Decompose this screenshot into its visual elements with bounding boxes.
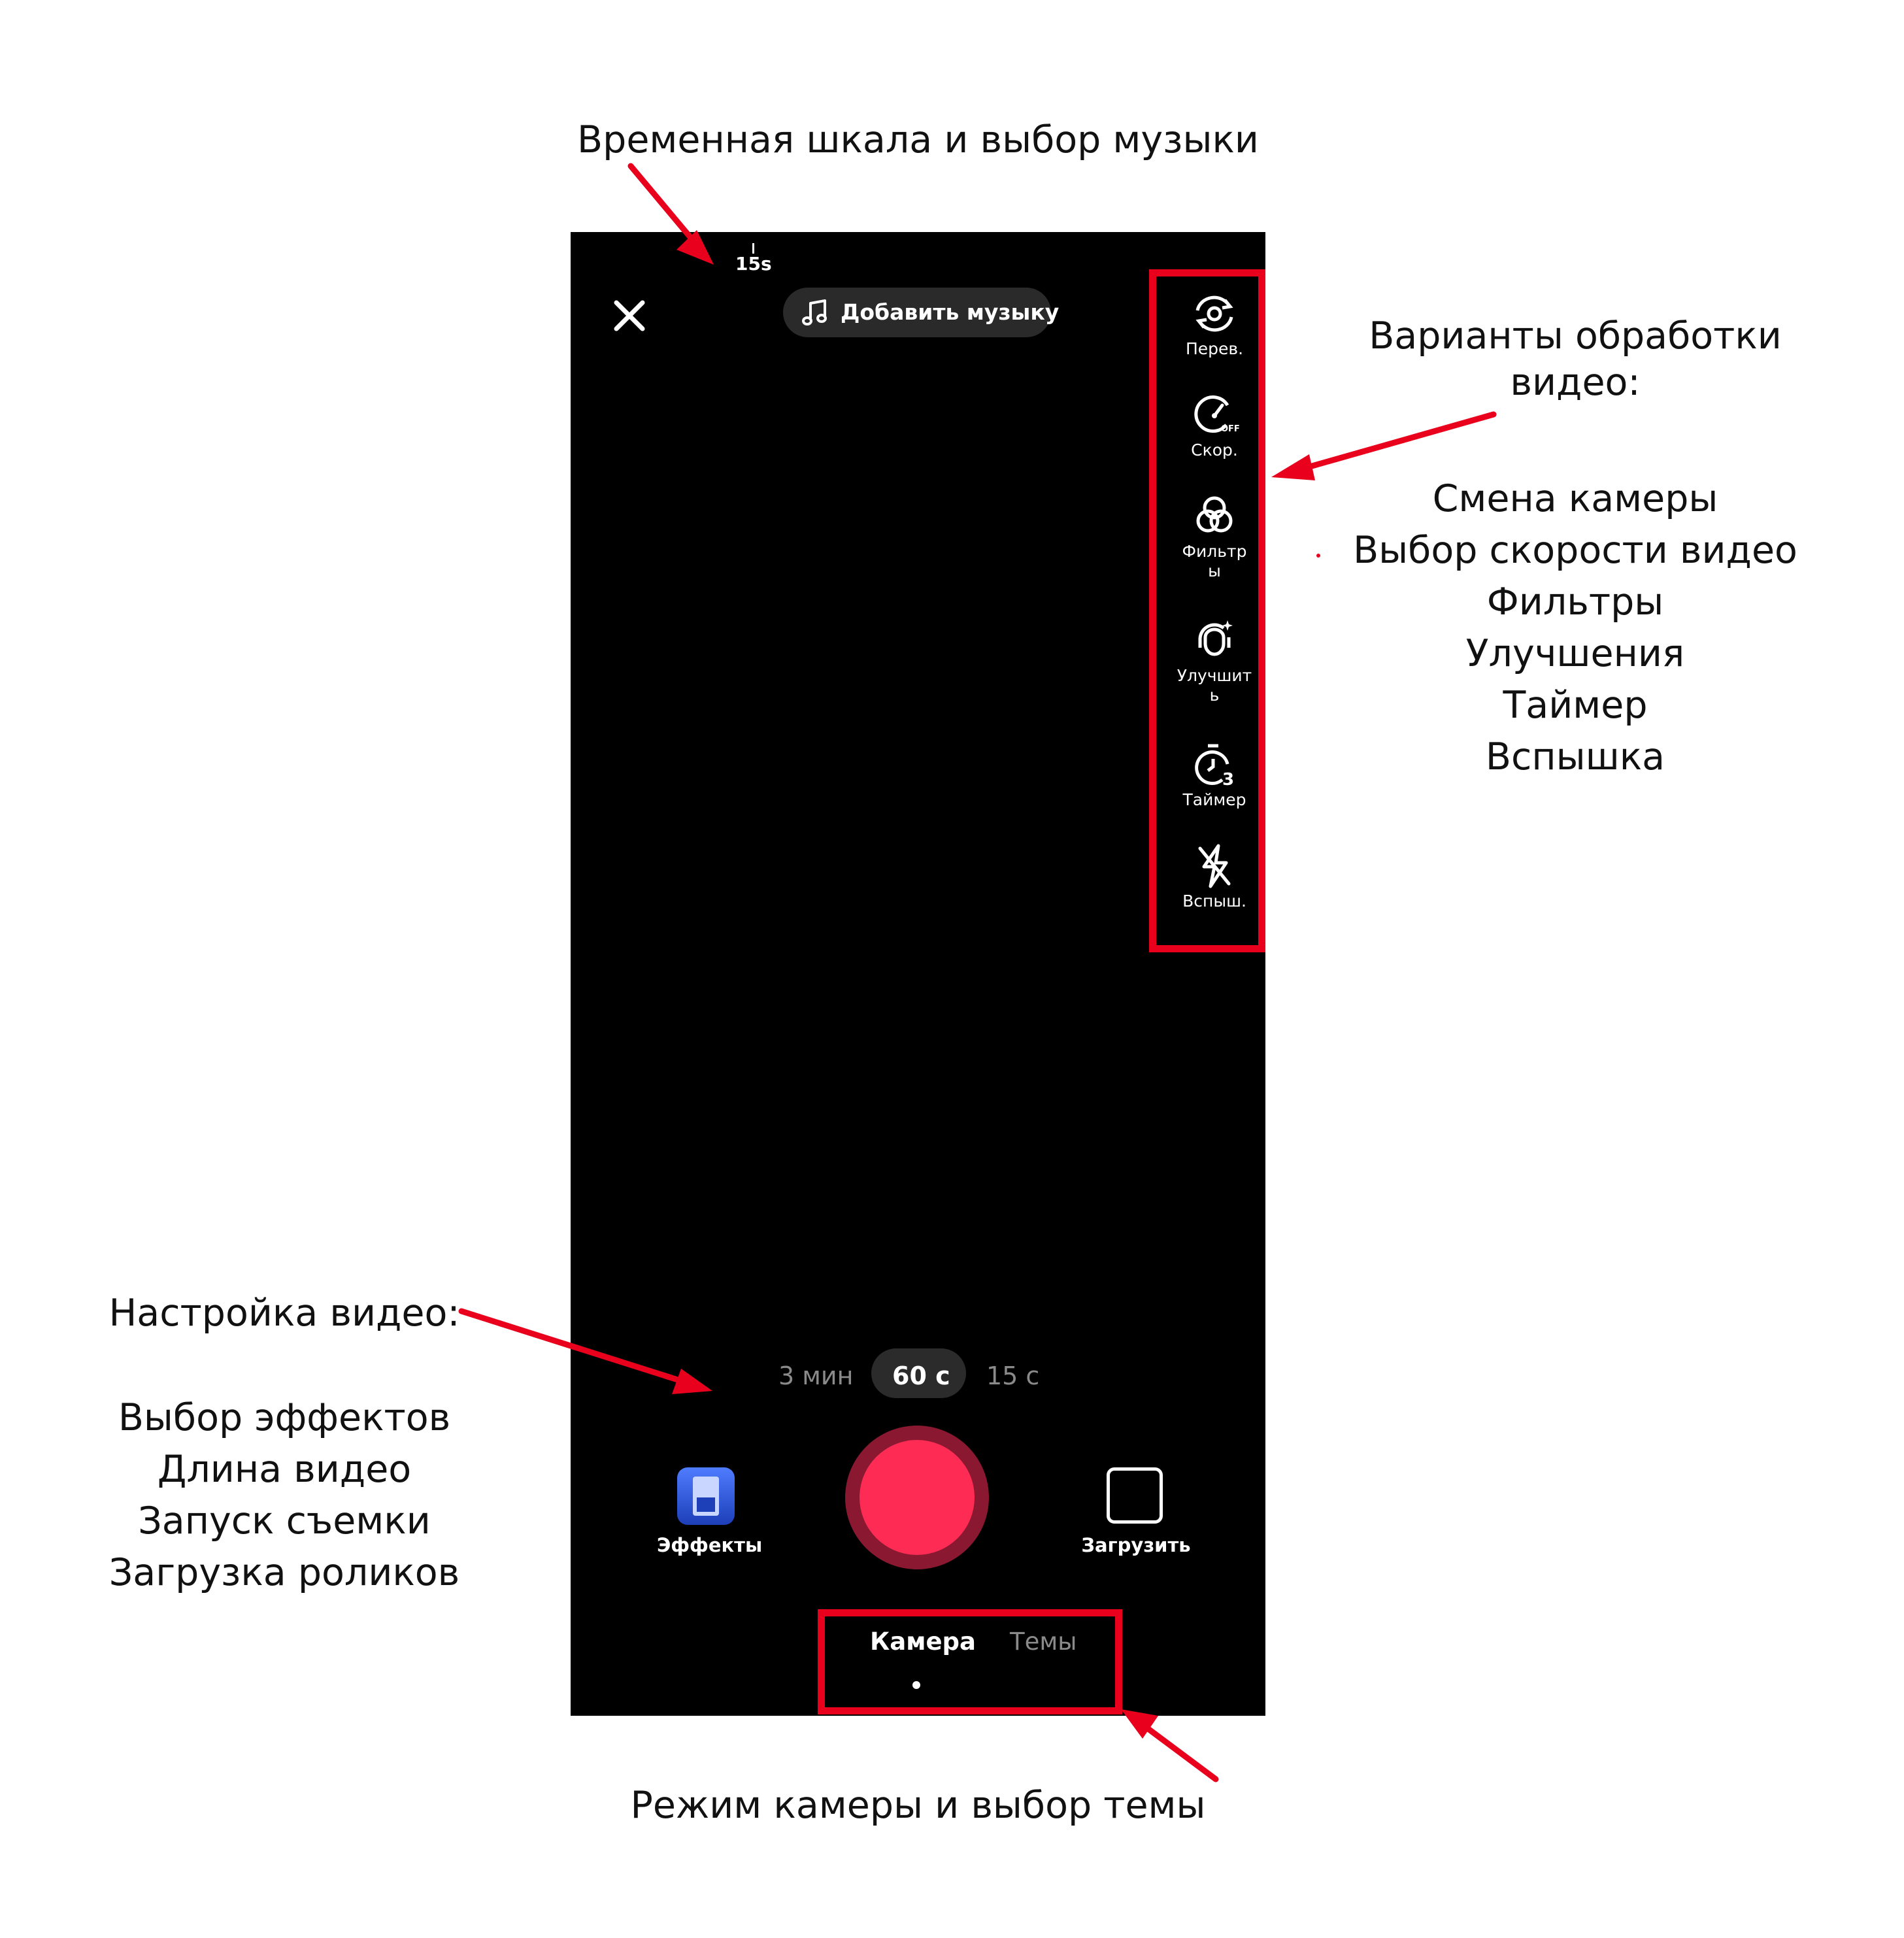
- tool-label: Скор.: [1191, 441, 1238, 459]
- upload-label: Загрузить: [1081, 1534, 1191, 1556]
- tool-label: Улучшит ь: [1177, 666, 1252, 705]
- tool-label: Фильтр ы: [1182, 542, 1247, 580]
- annotation-left-item: Длина видео: [157, 1448, 412, 1491]
- tool-label: Таймер: [1182, 790, 1246, 809]
- annotation-bottom: Режим камеры и выбор темы: [630, 1784, 1206, 1827]
- mode-themes-tab[interactable]: Темы: [1010, 1628, 1077, 1656]
- effects-label: Эффекты: [657, 1534, 763, 1556]
- annotation-right-item: Вспышка: [1485, 735, 1665, 778]
- add-music-label: Добавить музыку: [841, 299, 1060, 325]
- annotation-top: Временная шкала и выбор музыки: [577, 118, 1259, 161]
- annotation-left-item: Запуск съемки: [138, 1499, 431, 1543]
- tool-label: Вспыш.: [1182, 892, 1246, 911]
- duration-60s: 60 с: [892, 1362, 950, 1390]
- duration-15s[interactable]: 15 с: [986, 1362, 1040, 1390]
- annotation-right-title-1: Варианты обработки: [1369, 314, 1782, 358]
- timeline-label: 15s: [735, 253, 772, 275]
- tool-label: Перев.: [1185, 339, 1244, 358]
- annotation-right-item: Фильтры: [1486, 580, 1664, 624]
- duration-3min[interactable]: 3 мин: [778, 1362, 854, 1390]
- annotation-left-item: Выбор эффектов: [118, 1396, 451, 1439]
- annotation-left-item: Загрузка роликов: [109, 1551, 460, 1594]
- annotation-right-title-2: видео:: [1510, 361, 1641, 404]
- annotation-right-item: Выбор скорости видео: [1353, 529, 1797, 572]
- svg-text:3: 3: [1222, 770, 1235, 788]
- annotation-right-item: Таймер: [1503, 684, 1648, 727]
- annotation-right-item: Смена камеры: [1432, 477, 1718, 520]
- annotation-left-title: Настройка видео:: [109, 1292, 460, 1335]
- annotation-right-item: Улучшения: [1465, 632, 1685, 675]
- svg-text:OFF: OFF: [1221, 424, 1240, 434]
- mode-camera-tab[interactable]: Камера: [870, 1628, 977, 1656]
